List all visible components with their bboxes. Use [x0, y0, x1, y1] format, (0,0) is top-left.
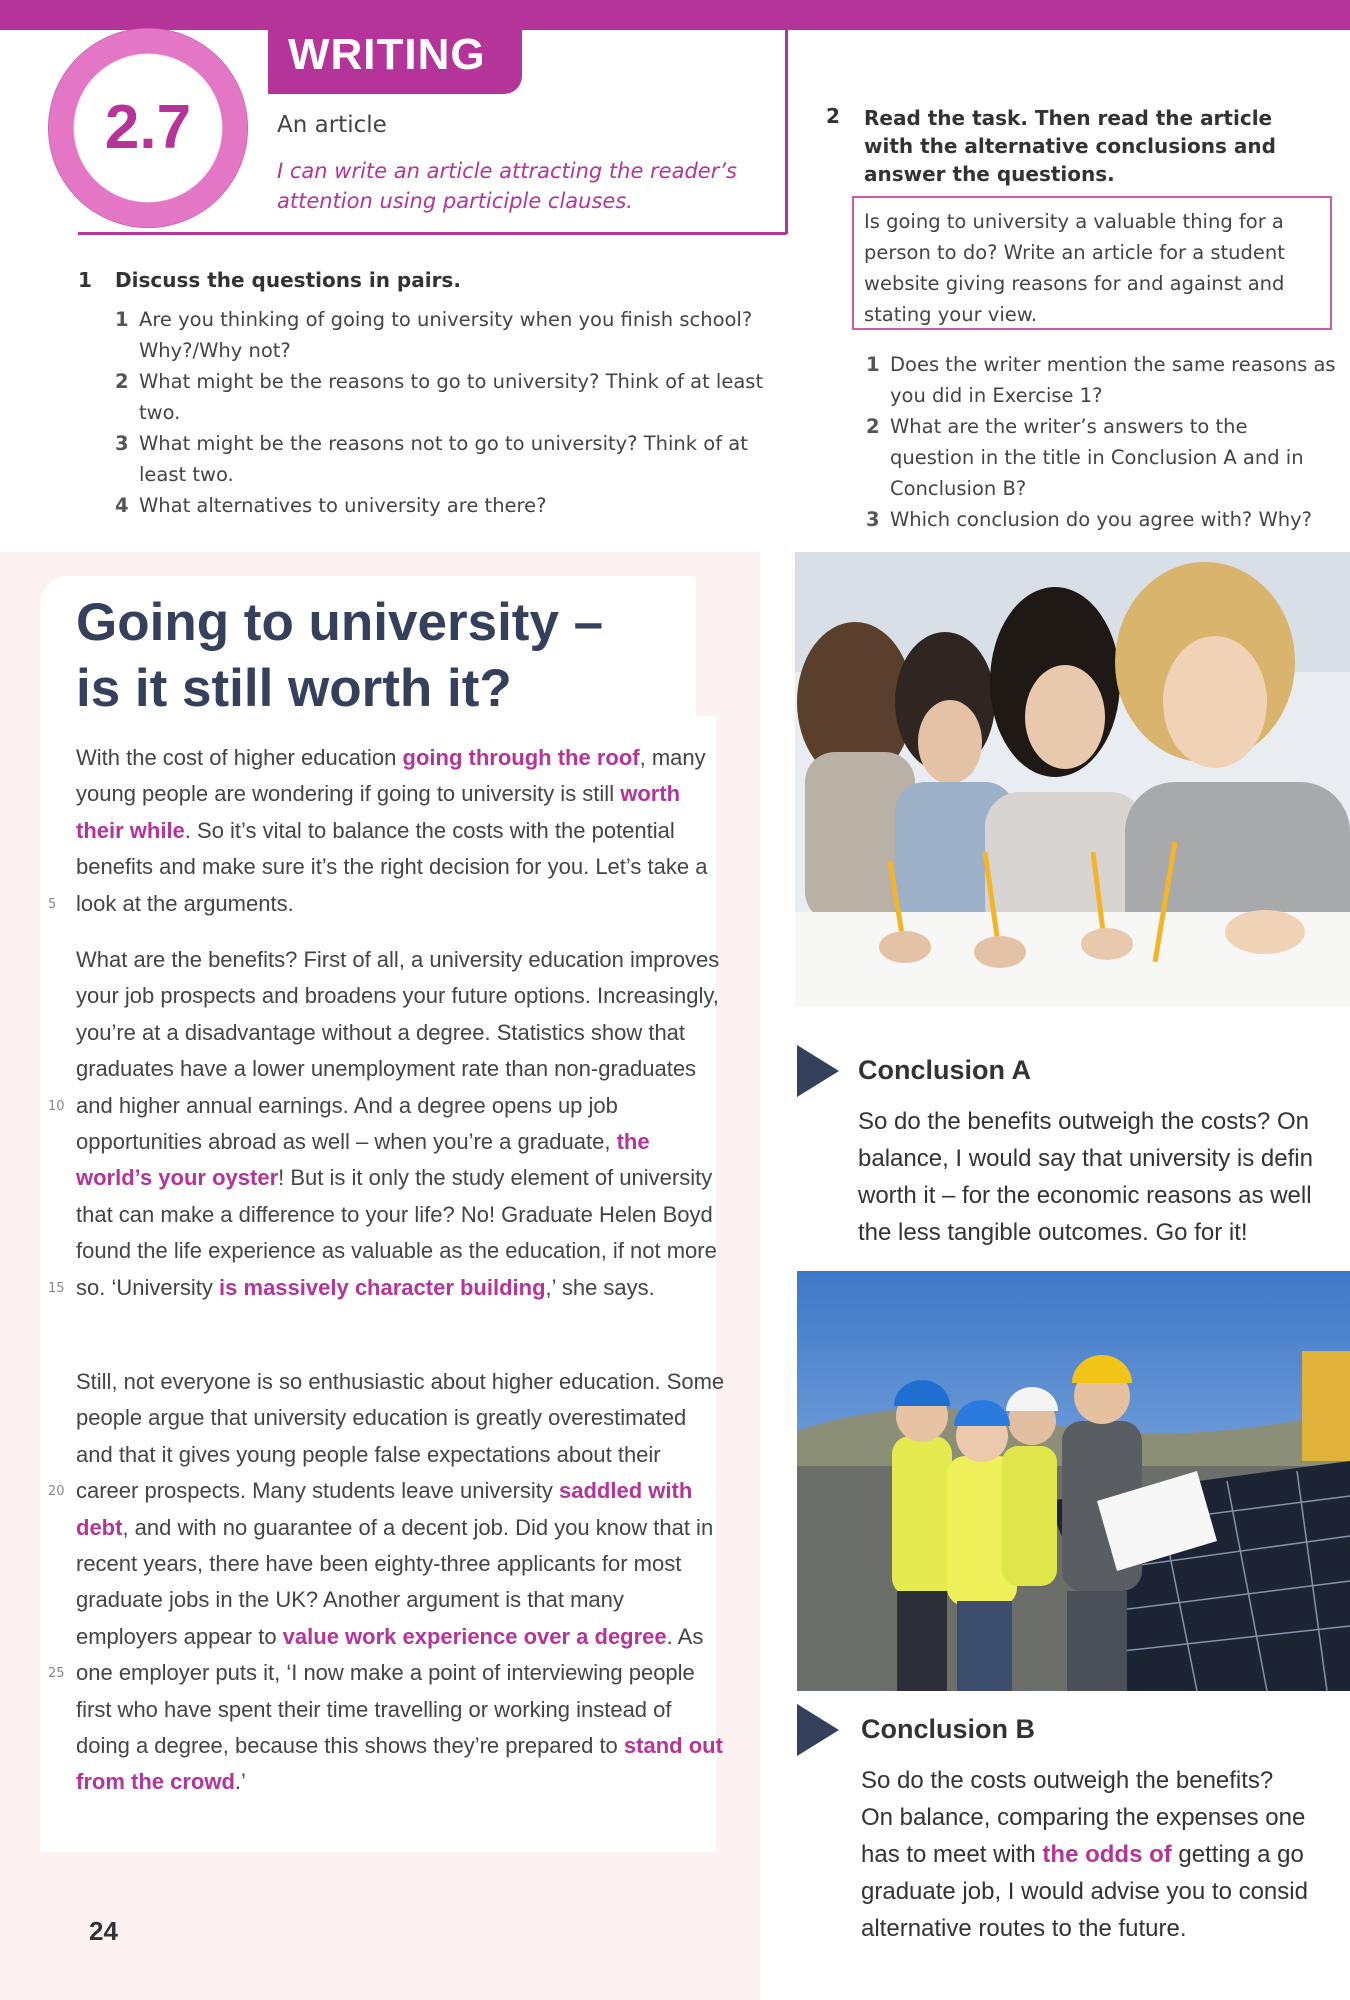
- question-text: Which conclusion do you agree with? Why?: [890, 508, 1313, 531]
- question-number: 1: [115, 308, 129, 331]
- conclusion-b-line: [861, 1762, 1350, 1799]
- question-text: What might be the reasons to go to university? Think of at least two.: [139, 370, 764, 424]
- header-divider-vertical: [785, 30, 788, 234]
- question-item: [115, 490, 775, 521]
- text-run: So do the costs outweigh the benefits?: [861, 1767, 1274, 1794]
- question-text: What alternatives to university are there?: [139, 494, 547, 517]
- conclusion-a-line: balance, I would say that university is defin: [858, 1145, 1313, 1172]
- conclusion-b-text: [861, 1762, 1350, 1947]
- text-run: What are the benefits? First of all, a university education improves your job prospects and broadens your future options. Increasingly, you’re at a disadvantage without a degree. Statistics show that graduates have a lower unemployment rate than non-graduates and higher annual earnings. And a degree opens up job opportunities abroad as well – when you’re a graduate,: [76, 947, 720, 1155]
- conclusion-b-line: [861, 1873, 1350, 1910]
- article-paragraph-2: [76, 942, 726, 1306]
- exercise2-question-list: [866, 349, 1336, 535]
- engineers-illustration: [797, 1271, 1350, 1691]
- photo-students-writing: [795, 552, 1350, 1007]
- highlighted-phrase: is massively character building: [219, 1274, 546, 1300]
- text-run: graduate job, I would advise you to consid: [861, 1878, 1308, 1905]
- article-title: [76, 590, 716, 722]
- question-item: [115, 304, 775, 366]
- question-text: Are you thinking of going to university when you finish school? Why?/Why not?: [139, 308, 753, 362]
- line-number-25: 25: [48, 1666, 65, 1681]
- question-item: [866, 411, 1336, 504]
- exercise2-number: 2: [826, 104, 840, 128]
- section-tab: [268, 22, 522, 94]
- question-text: Does the writer mention the same reasons as you did in Exercise 1?: [890, 353, 1336, 407]
- highlighted-phrase: the odds of: [1042, 1841, 1172, 1868]
- question-text: What might be the reasons not to go to university? Think of at least two.: [139, 432, 748, 486]
- article-paragraph-1: [76, 740, 726, 922]
- highlighted-phrase: saddled with debt: [76, 1478, 693, 1540]
- conclusion-a-arrow-icon: [797, 1045, 839, 1097]
- question-text: What are the writer’s answers to the question in the title in Conclusion A and in Conclusion B?: [890, 415, 1304, 500]
- conclusion-a-heading: Conclusion A: [858, 1055, 1031, 1085]
- question-number: 2: [115, 370, 129, 393]
- exercise2-heading: Read the task. Then read the article with the alternative conclusions and answer the questions.: [864, 106, 1276, 186]
- text-run: Still, not everyone is so enthusiastic about higher education. Some people argue that university education is greatly overestimated and that it gives young people false expectations about their career prospects. Many students leave university: [76, 1369, 725, 1504]
- conclusion-b-line: [861, 1836, 1350, 1873]
- exercise1-heading: Discuss the questions in pairs.: [115, 268, 461, 292]
- header-divider: [78, 232, 788, 235]
- question-item: [115, 366, 775, 428]
- conclusion-a-line: the less tangible outcomes. Go for it!: [858, 1219, 1248, 1246]
- top-magenta-bar: [0, 0, 1350, 30]
- text-run: has to meet with: [861, 1841, 1043, 1868]
- conclusion-b-arrow-icon: [797, 1704, 839, 1756]
- text-run: ,’ she says.: [545, 1274, 655, 1300]
- highlighted-phrase: the world’s your oyster: [76, 1129, 650, 1191]
- lesson-subtitle: An article: [277, 112, 387, 138]
- page-number: 24: [89, 1916, 118, 1946]
- section-tab-label: WRITING: [288, 30, 486, 79]
- text-run: On balance, comparing the expenses one: [861, 1804, 1306, 1831]
- can-do-statement: I can write an article attracting the reader’s attention using participle clauses.: [277, 159, 737, 213]
- line-number-15: 15: [48, 1281, 65, 1296]
- conclusion-b-heading: Conclusion B: [861, 1714, 1035, 1744]
- highlighted-phrase: stand out from the crowd: [76, 1733, 723, 1795]
- writing-task-box: Is going to university a valuable thing for a person to do? Write an article for a student website giving reasons for and against and stating your view.: [852, 196, 1332, 330]
- highlighted-phrase: going through the roof: [402, 745, 640, 770]
- highlighted-phrase: worth their while: [76, 781, 681, 843]
- question-item: [115, 428, 775, 490]
- line-number-20: 20: [48, 1484, 65, 1499]
- students-illustration: [795, 552, 1350, 1007]
- line-number-10: 10: [48, 1099, 65, 1114]
- question-number: 4: [115, 494, 129, 517]
- question-number: 1: [866, 353, 880, 376]
- text-run: .’: [234, 1769, 246, 1795]
- text-run: , many young people are wondering if going to university is still: [76, 745, 706, 807]
- text-run: . As one employer puts it, ‘I now make a point of interviewing people first who have spent their time travelling or working instead of doing a degree, because this shows they’re prepared to: [76, 1623, 704, 1759]
- exercise1-number: 1: [78, 268, 92, 292]
- question-number: 3: [115, 432, 129, 455]
- conclusion-a-line: So do the benefits outweigh the costs? On: [858, 1108, 1309, 1135]
- highlighted-phrase: value work experience over a degree: [282, 1623, 667, 1649]
- text-run: alternative routes to the future.: [861, 1915, 1187, 1942]
- question-item: [866, 504, 1336, 535]
- section-number: 2.7: [104, 93, 192, 162]
- question-number: 3: [866, 508, 880, 531]
- text-run: , and with no guarantee of a decent job. Did you know that in recent years, there have been eighty-three applicants for most graduate jobs in the UK? Another argument is that many employers appear to: [76, 1514, 714, 1649]
- text-run: With the cost of higher education: [76, 745, 403, 770]
- article-paragraph-3: [76, 1364, 726, 1801]
- conclusion-a-text: [858, 1103, 1350, 1251]
- text-run: . So it’s vital to balance the costs with the potential benefits and make sure it’s the right decision for you. Let’s take a look at the arguments.: [76, 817, 708, 916]
- question-item: [866, 349, 1336, 411]
- conclusion-b-line: [861, 1910, 1350, 1947]
- conclusion-a-line: worth it – for the economic reasons as well: [858, 1182, 1312, 1209]
- photo-engineers-solar-panels: [797, 1271, 1350, 1691]
- line-number-5: 5: [48, 897, 57, 912]
- article-title-line2: is it still worth it?: [76, 659, 512, 718]
- article-title-line1: Going to university –: [76, 593, 604, 652]
- text-run: getting a go: [1171, 1841, 1304, 1868]
- conclusion-b-line: [861, 1799, 1350, 1836]
- exercise1-question-list: [115, 304, 775, 521]
- text-run: ! But is it only the study element of university that can make a difference to your life? No! Graduate Helen Boyd found the life experience as valuable as the education, if not more so. ‘University: [76, 1165, 717, 1300]
- question-number: 2: [866, 415, 880, 438]
